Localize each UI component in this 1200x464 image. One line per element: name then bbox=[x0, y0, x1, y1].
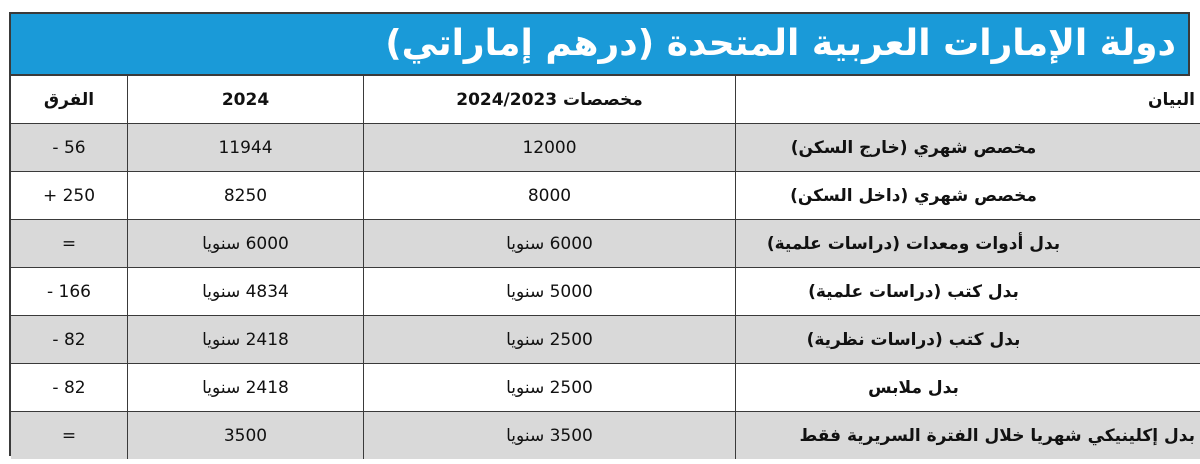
title-banner bbox=[11, 14, 1188, 76]
row-allocation: 12000 bbox=[364, 124, 736, 172]
row-allocation: 6000 سنويا bbox=[364, 220, 736, 268]
row-allocation: 2500 سنويا bbox=[364, 316, 736, 364]
table-row bbox=[11, 316, 1200, 364]
allowance-table bbox=[11, 76, 1200, 459]
table-title: دولة الإمارات العربية المتحدة (درهم إماراتي) bbox=[385, 23, 1176, 64]
header-label: البيان bbox=[736, 76, 1200, 124]
row-difference: - 56 bbox=[11, 124, 128, 172]
row-difference: - 166 bbox=[11, 268, 128, 316]
row-year: 3500 bbox=[128, 412, 364, 460]
row-year: 4834 سنويا bbox=[128, 268, 364, 316]
table-row bbox=[11, 220, 1200, 268]
row-difference: = bbox=[11, 412, 128, 460]
row-label: مخصص شهري (داخل السكن) bbox=[736, 172, 1200, 220]
row-difference: - 82 bbox=[11, 316, 128, 364]
row-difference: - 82 bbox=[11, 364, 128, 412]
row-label: مخصص شهري (خارج السكن) bbox=[736, 124, 1200, 172]
row-allocation: 8000 bbox=[364, 172, 736, 220]
row-year: 2418 سنويا bbox=[128, 364, 364, 412]
row-year: 8250 bbox=[128, 172, 364, 220]
table-row bbox=[11, 124, 1200, 172]
row-difference: = bbox=[11, 220, 128, 268]
table-row bbox=[11, 172, 1200, 220]
row-year: 11944 bbox=[128, 124, 364, 172]
row-label: بدل ملابس bbox=[736, 364, 1200, 412]
row-year: 6000 سنويا bbox=[128, 220, 364, 268]
row-label: بدل كتب (دراسات علمية) bbox=[736, 268, 1200, 316]
header-allocation: مخصصات 2024/2023 bbox=[364, 76, 736, 124]
row-allocation: 2500 سنويا bbox=[364, 364, 736, 412]
row-label: بدل أدوات ومعدات (دراسات علمية) bbox=[736, 220, 1200, 268]
row-allocation: 5000 سنويا bbox=[364, 268, 736, 316]
table-row bbox=[11, 412, 1200, 460]
row-year: 2418 سنويا bbox=[128, 316, 364, 364]
allowance-table-card bbox=[9, 12, 1195, 456]
row-label: بدل كتب (دراسات نظرية) bbox=[736, 316, 1200, 364]
header-year: 2024 bbox=[128, 76, 364, 124]
table-header-row bbox=[11, 76, 1200, 124]
row-allocation: 3500 سنويا bbox=[364, 412, 736, 460]
row-difference: + 250 bbox=[11, 172, 128, 220]
table-row bbox=[11, 364, 1200, 412]
table-row bbox=[11, 268, 1200, 316]
row-label: بدل إكلينيكي شهريا خلال الفترة السريرية فقط bbox=[736, 412, 1200, 460]
header-difference: الفرق bbox=[11, 76, 128, 124]
